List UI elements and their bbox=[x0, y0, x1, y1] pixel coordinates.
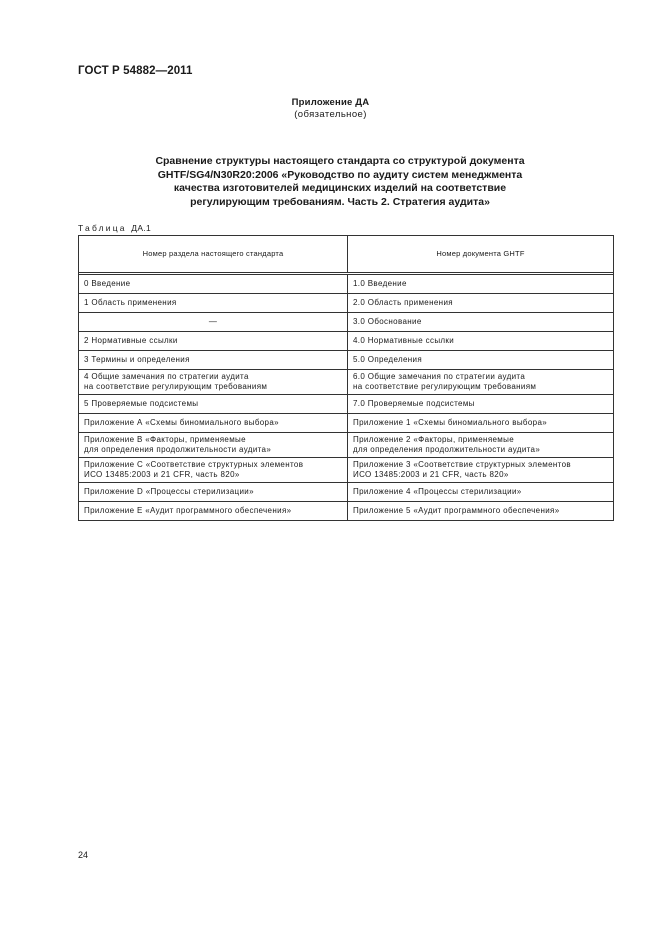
ghtf-section-cell bbox=[348, 483, 614, 502]
cell-line: 3.0 Обоснование bbox=[353, 317, 422, 326]
cell-line: 6.0 Общие замечания по стратегии аудита bbox=[353, 372, 526, 381]
cell-line: Приложение 3 «Соответствие структурных элементов bbox=[353, 460, 571, 469]
heading-line: качества изготовителей медицинских изделий на соответствие bbox=[173, 182, 507, 194]
ghtf-section-cell bbox=[348, 414, 614, 433]
cell-line: 2 Нормативные ссылки bbox=[84, 336, 178, 345]
cell-line: 4 Общие замечания по стратегии аудита bbox=[84, 372, 249, 381]
heading-line: Сравнение структуры настоящего стандарта со структурой документа bbox=[155, 155, 525, 167]
document-code: ГОСТ Р 54882—2011 bbox=[78, 65, 193, 77]
table-row bbox=[79, 433, 614, 458]
table-row bbox=[79, 502, 614, 521]
standard-section-cell bbox=[79, 395, 348, 414]
standard-section-cell bbox=[79, 351, 348, 370]
ghtf-section-cell bbox=[348, 294, 614, 313]
cell-line: Приложение А «Схемы биномиального выбора» bbox=[84, 418, 279, 427]
cell-line: ИСО 13485:2003 и 21 CFR, часть 820» bbox=[353, 470, 509, 479]
standard-section-cell bbox=[79, 332, 348, 351]
cell-line: ИСО 13485:2003 и 21 CFR, часть 820» bbox=[84, 470, 240, 479]
comparison-table bbox=[78, 235, 614, 521]
cell-line: на соответствие регулирующим требованиям bbox=[353, 382, 537, 391]
cell-line: Приложение В «Факторы, применяемые bbox=[84, 435, 246, 444]
table-row bbox=[79, 370, 614, 395]
annex-heading bbox=[120, 155, 560, 209]
cell-line: на соответствие регулирующим требованиям bbox=[84, 382, 268, 391]
ghtf-section-cell bbox=[348, 433, 614, 458]
cell-line: Приложение D «Процессы стерилизации» bbox=[84, 487, 254, 496]
cell-line: Приложение 2 «Факторы, применяемые bbox=[353, 435, 515, 444]
heading-line: GHTF/SG4/N30R20:2006 «Руководство по аудиту систем менеджмента bbox=[157, 168, 523, 181]
cell-line: Приложение 1 «Схемы биномиального выбора» bbox=[353, 418, 548, 427]
standard-section-cell bbox=[79, 370, 348, 395]
cell-line: Приложение С «Соответствие структурных элементов bbox=[84, 460, 304, 469]
cell-line: 1.0 Введение bbox=[353, 279, 407, 288]
cell-line: 0 Введение bbox=[84, 279, 131, 288]
table-row bbox=[79, 395, 614, 414]
standard-section-cell bbox=[79, 294, 348, 313]
ghtf-section-cell bbox=[348, 458, 614, 483]
ghtf-section-cell bbox=[348, 502, 614, 521]
cell-line: — bbox=[208, 317, 218, 326]
cell-line: 4.0 Нормативные ссылки bbox=[353, 336, 455, 345]
cell-line: 5.0 Определения bbox=[353, 355, 423, 364]
header-standard-section: Номер раздела настоящего стандарта bbox=[79, 236, 348, 273]
table-row bbox=[79, 313, 614, 332]
table-row bbox=[79, 458, 614, 483]
standard-section-cell bbox=[79, 414, 348, 433]
cell-line: для определения продолжительности аудита» bbox=[353, 445, 541, 454]
cell-line: 7.0 Проверяемые подсистемы bbox=[353, 399, 475, 408]
table-row bbox=[79, 483, 614, 502]
cell-line: 1 Область применения bbox=[84, 298, 177, 307]
table-caption-number: ДА.1 bbox=[131, 223, 152, 233]
cell-line: Приложение 5 «Аудит программного обеспечения» bbox=[353, 506, 560, 515]
standard-section-cell bbox=[79, 275, 348, 294]
standard-section-cell bbox=[79, 458, 348, 483]
annex-status: (обязательное) bbox=[294, 109, 367, 120]
table-header-row bbox=[79, 236, 614, 273]
ghtf-section-cell bbox=[348, 275, 614, 294]
ghtf-section-cell bbox=[348, 313, 614, 332]
cell-line: 5 Проверяемые подсистемы bbox=[84, 399, 199, 408]
annex-title: Приложение ДА bbox=[291, 97, 370, 108]
standard-section-cell bbox=[79, 502, 348, 521]
standard-section-cell bbox=[79, 483, 348, 502]
table-row bbox=[79, 332, 614, 351]
table-body bbox=[79, 273, 614, 521]
ghtf-section-cell bbox=[348, 395, 614, 414]
ghtf-section-cell bbox=[348, 332, 614, 351]
header-ghtf-document: Номер документа GHTF bbox=[348, 236, 614, 273]
ghtf-section-cell bbox=[348, 370, 614, 395]
cell-line: для определения продолжительности аудита» bbox=[84, 445, 272, 454]
cell-line: 3 Термины и определения bbox=[84, 355, 190, 364]
table-row bbox=[79, 275, 614, 294]
table-row bbox=[79, 414, 614, 433]
standard-section-cell bbox=[79, 433, 348, 458]
heading-line: регулирующим требованиям. Часть 2. Стратегия аудита» bbox=[190, 195, 490, 208]
standard-section-cell bbox=[79, 313, 348, 332]
cell-line: 2.0 Область применения bbox=[353, 298, 453, 307]
table-row bbox=[79, 294, 614, 313]
cell-line: Приложение 4 «Процессы стерилизации» bbox=[353, 487, 522, 496]
cell-line: Приложение Е «Аудит программного обеспечения» bbox=[84, 506, 292, 515]
ghtf-section-cell bbox=[348, 351, 614, 370]
table-caption bbox=[78, 223, 151, 233]
table-caption-word: Таблица bbox=[78, 223, 127, 233]
table-row bbox=[79, 351, 614, 370]
page-number: 24 bbox=[78, 850, 89, 860]
